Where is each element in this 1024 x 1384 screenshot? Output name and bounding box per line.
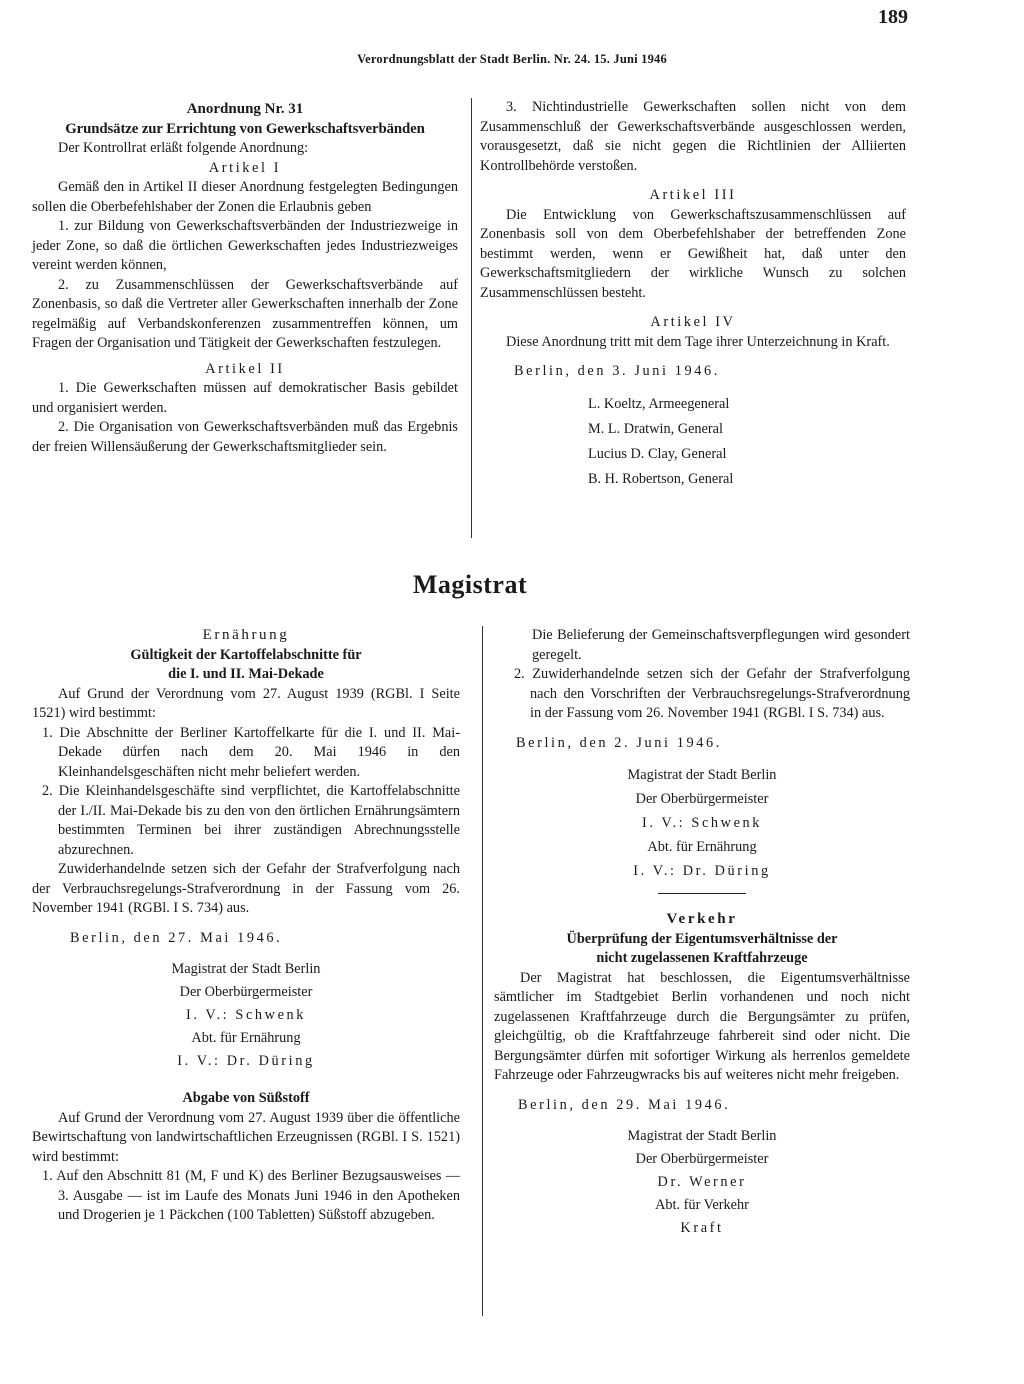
verkehr-text: Der Magistrat hat beschlossen, die Eigentumsverhältnisse sämtlicher im Stadtgebiet Berlin vorhandenen und noch nicht zugelassenen Kraftfahrzeuge durch die Bergungsämter zu prüfen, gleichgültig, ob die Kraftfahrzeuge fahrbereit sind oder nicht. Die Bergungsämter dürfen mit sofortiger Wirkung als herrenlos gemeldete Fahrzeuge oder Fahrzeugwracks bis auf weiteres nicht mehr freigeben. xyxy=(494,969,910,1083)
sig-duering: I. V.: Dr. Düring xyxy=(177,1053,315,1069)
ernaehrung-signature xyxy=(32,958,460,1073)
sig-oberbuergermeister: Der Oberbürgermeister xyxy=(179,984,313,1000)
magistrat-left-column xyxy=(32,626,460,1226)
anordnung-subtitle: Grundsätze zur Errichtung von Gewerkschaftsverbänden xyxy=(65,120,425,137)
signatory-robertson: B. H. Robertson, General xyxy=(588,470,734,487)
article-2-heading: Artikel II xyxy=(205,360,285,377)
sig-oberbuergermeister: Der Oberbürgermeister xyxy=(635,791,769,807)
article-3-heading: Artikel III xyxy=(649,187,737,203)
anordnung-intro: Der Kontrollrat erläßt folgende Anordnung: xyxy=(58,140,309,156)
sig-magistrat: Magistrat der Stadt Berlin xyxy=(627,767,777,783)
article-3-text: Die Entwicklung von Gewerkschaftszusammenschlüssen auf Zonenbasis soll von dem Oberbefehlshaber der betreffenden Zone bestimmt werden, wenn er Gewißheit hat, daß unter den Gewerkschaftsmitgliedern der wirkliche Wunsch zu solchen Zusammenschlüssen besteht. xyxy=(480,206,906,301)
signatory-list xyxy=(480,392,906,492)
ernaehrung-penalty: Zuwiderhandelnde setzen sich der Gefahr der Strafverfolgung nach der Verbrauchsregelungs-Strafverordnung in der Fassung vom 26. November 1941 (RGBl. I S. 734) aus. xyxy=(32,861,460,916)
article-2-item-2: 2. Die Organisation von Gewerkschaftsverbänden muß das Ergebnis der freien Willensäußerung der Gewerkschaftsmitglieder sein. xyxy=(32,419,458,455)
suessstoff-item-1: 1. Auf den Abschnitt 81 (M, F und K) des Berliner Bezugsausweises — 3. Ausgabe — ist im Laufe des Monats Juni 1946 in den Apotheken und Drogerien je 1 Päckchen (100 Tabletten) Süßstoff abzugeben. xyxy=(42,1168,460,1223)
sig-werner: Dr. Werner xyxy=(657,1174,747,1190)
verkehr-signature xyxy=(494,1125,910,1240)
anordnung-date: Berlin, den 3. Juni 1946. xyxy=(514,363,720,379)
article-1-heading: Artikel I xyxy=(208,159,282,176)
suessstoff-title: Abgabe von Süßstoff xyxy=(182,1090,310,1106)
ernaehrung-date: Berlin, den 27. Mai 1946. xyxy=(70,929,283,946)
article-2-item-1: 1. Die Gewerkschaften müssen auf demokratischer Basis gebildet und organisiert werden. xyxy=(32,380,458,416)
page-number: 189 xyxy=(878,6,908,28)
sig-magistrat: Magistrat der Stadt Berlin xyxy=(171,961,321,977)
column-divider-bottom xyxy=(482,626,483,1316)
ernaehrung-item-1: 1. Die Abschnitte der Berliner Kartoffelkarte für die I. und II. Mai-Dekade dürfen nach dem 20. Mai 1946 in den Kleinhandelsgeschäften nicht mehr beliefert werden. xyxy=(42,724,460,780)
article-1-item-1: 1. zur Bildung von Gewerkschaftsverbänden der Industriezweige in jeder Zone, so daß die örtlichen Gewerkschaften jedes Industriezweiges vereint werden können, xyxy=(32,218,458,273)
ernaehrung-item-2: 2. Die Kleinhandelsgeschäfte sind verpflichtet, die Kartoffelabschnitte der I./II. Mai-Dekade bis zu den von den örtlichen Ernährungsämtern bestimmten Terminen bei ihrer zuständigen Abrechnungsstelle abzurechnen. xyxy=(42,783,460,858)
sig-magistrat: Magistrat der Stadt Berlin xyxy=(627,1128,777,1144)
article-2-item-3: 3. Nichtindustrielle Gewerkschaften sollen nicht von dem Zusammenschluß der Gewerkschaftsverbände ausgeschlossen werden, vorausgesetzt, daß sie nicht gegen die Richtlinien der Alliierten Kontrollbehörde verstoßen. xyxy=(480,99,906,174)
anordnung-right-column xyxy=(480,98,906,492)
running-header: Verordnungsblatt der Stadt Berlin. Nr. 24. 15. Juni 1946 xyxy=(357,52,667,66)
column-divider-top xyxy=(471,98,472,538)
sig-kraft: Kraft xyxy=(680,1220,724,1236)
suessstoff-continuation: Die Belieferung der Gemeinschaftsverpflegungen wird gesondert geregelt. xyxy=(532,627,910,663)
article-4-heading: Artikel IV xyxy=(650,314,736,330)
suessstoff-intro: Auf Grund der Verordnung vom 27. August 1939 über die öffentliche Bewirtschaftung von landwirtschaftlichen Erzeugnissen (RGBl. I S. 1521) wird bestimmt: xyxy=(32,1109,460,1165)
anordnung-left-column xyxy=(32,100,458,457)
ernaehrung-title: Gültigkeit der Kartoffelabschnitte für die I. und II. Mai-Dekade xyxy=(130,646,362,682)
signatory-clay: Lucius D. Clay, General xyxy=(588,445,727,462)
article-1-text: Gemäß den in Artikel II dieser Anordnung festgelegten Bedingungen sollen die Oberbefehlshaber der Zonen die Erlaubnis geben xyxy=(32,179,458,215)
anordnung-title: Anordnung Nr. 31 xyxy=(186,101,304,117)
verkehr-title: Überprüfung der Eigentumsverhältnisse der nicht zugelassenen Kraftfahrzeuge xyxy=(566,930,838,966)
suessstoff-item-2: 2. Zuwiderhandelnde setzen sich der Gefahr der Strafverfolgung nach den Vorschriften der Verbrauchsregelungs-Strafverordnung in der Fassung vom 26. November 1941 (RGBl. I S. 734) aus. xyxy=(514,666,910,721)
sig-oberbuergermeister: Der Oberbürgermeister xyxy=(635,1151,769,1167)
suessstoff-date: Berlin, den 2. Juni 1946. xyxy=(516,734,722,751)
article-1-item-2: 2. zu Zusammenschlüssen der Gewerkschaftsverbände auf Zonenbasis, so daß die Vertreter aller Gewerkschaften innerhalb der Zone regelmäßig auf Verbandskonferenzen zusammentreffen können, um Fragen der Organisation und Tätigkeit der Gewerkschaften festzulegen. xyxy=(32,276,458,351)
article-4-text: Diese Anordnung tritt mit dem Tage ihrer Unterzeichnung in Kraft. xyxy=(506,333,890,350)
sig-duering: I. V.: Dr. Düring xyxy=(633,863,771,879)
verkehr-heading: Verkehr xyxy=(666,911,738,927)
verkehr-date: Berlin, den 29. Mai 1946. xyxy=(518,1096,731,1113)
signatory-dratwin: M. L. Dratwin, General xyxy=(588,420,723,437)
sig-abteilung: Abt. für Ernährung xyxy=(647,839,757,855)
ernaehrung-heading: Ernährung xyxy=(202,627,290,643)
sig-schwenk: I. V.: Schwenk xyxy=(641,815,763,831)
ernaehrung-intro: Auf Grund der Verordnung vom 27. August 1939 (RGBl. I Seite 1521) wird bestimmt: xyxy=(32,685,460,721)
magistrat-right-column xyxy=(494,626,910,1240)
sig-schwenk: I. V.: Schwenk xyxy=(185,1007,307,1023)
sig-abteilung: Abt. für Verkehr xyxy=(655,1197,749,1213)
signatory-koeltz: L. Koeltz, Armeegeneral xyxy=(588,395,730,412)
sig-abteilung: Abt. für Ernährung xyxy=(191,1030,301,1046)
suessstoff-signature xyxy=(494,763,910,883)
magistrat-title: Magistrat xyxy=(412,570,528,599)
